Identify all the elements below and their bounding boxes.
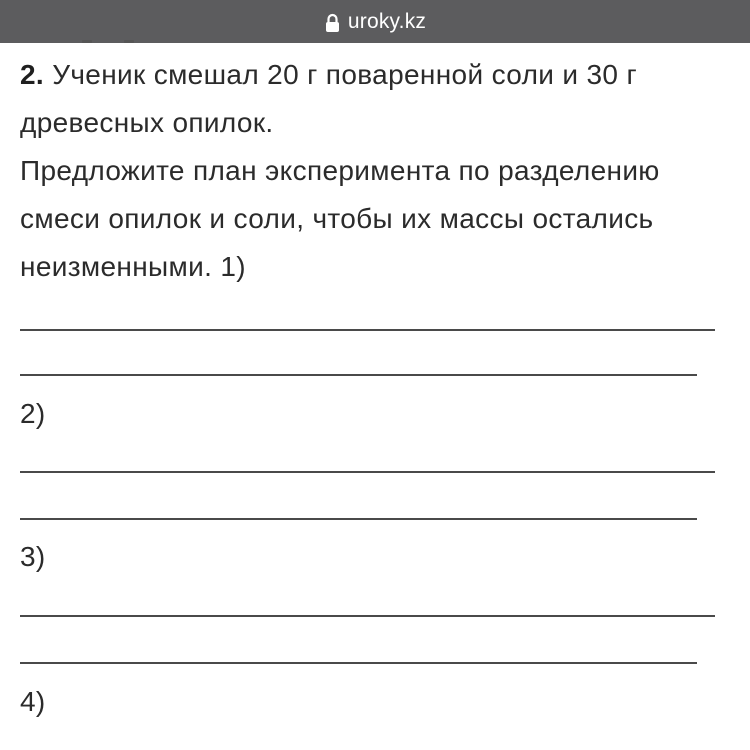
answer-line bbox=[20, 471, 715, 473]
question-line-1: Ученик смешал 20 г поваренной соли и 30 г древесных опилок. bbox=[20, 59, 638, 138]
answer-item-2-label: 2) bbox=[20, 398, 46, 429]
answer-line bbox=[20, 518, 697, 520]
answer-line bbox=[20, 329, 715, 331]
url-text[interactable]: uroky.kz bbox=[347, 9, 427, 33]
question-text bbox=[20, 51, 730, 291]
lock-icon bbox=[324, 13, 341, 33]
question-number: 2. bbox=[20, 59, 45, 90]
answer-item-4-label: 4) bbox=[20, 686, 46, 717]
answer-line bbox=[20, 374, 697, 376]
question-paragraph-2: Предложите план эксперимента по разделению смеси опилок и соли, чтобы их массы остались неизменными. 1) bbox=[20, 155, 660, 282]
question-paragraph-1 bbox=[20, 51, 730, 147]
answer-line bbox=[20, 615, 715, 617]
cut-off-text-fragment bbox=[64, 32, 174, 44]
answer-line bbox=[20, 662, 697, 664]
answer-item-3-label: 3) bbox=[20, 541, 46, 572]
